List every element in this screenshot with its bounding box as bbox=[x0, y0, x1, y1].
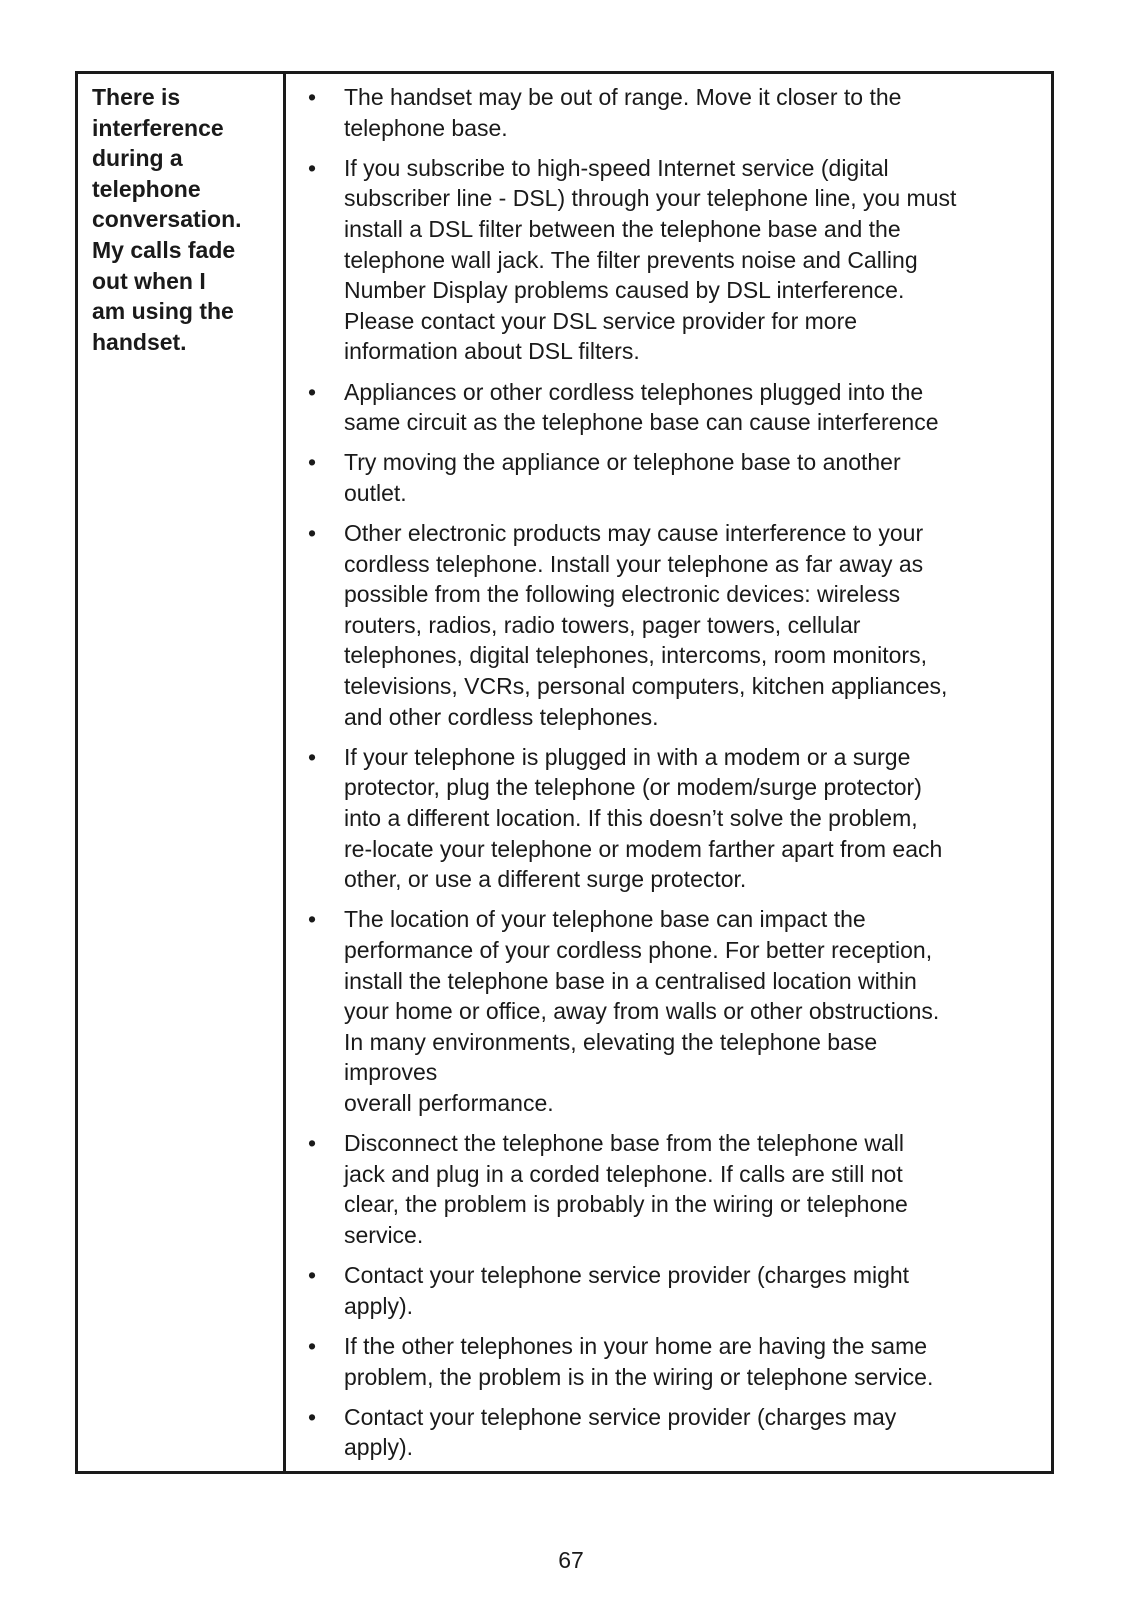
solution-line: If you subscribe to high-speed Internet service (digital bbox=[344, 154, 889, 181]
solution-line: information about DSL filters. bbox=[344, 338, 640, 365]
solution-item bbox=[302, 377, 1041, 438]
solution-line: The location of your telephone base can impact the bbox=[344, 906, 866, 933]
solution-line: jack and plug in a corded telephone. If calls are still not bbox=[344, 1160, 903, 1187]
page-number: 67 bbox=[558, 1547, 584, 1573]
solution-list bbox=[302, 82, 1041, 1463]
bullet-icon: • bbox=[307, 743, 317, 770]
solution-line: Try moving the appliance or telephone base to another bbox=[344, 449, 901, 476]
bullet-icon: • bbox=[307, 1332, 317, 1359]
solution-line: Other electronic products may cause interference to your bbox=[344, 520, 924, 547]
solution-line: your home or office, away from walls or other obstructions. bbox=[344, 998, 940, 1025]
solution-line: re-locate your telephone or modem farther apart from each bbox=[344, 835, 943, 862]
bullet-icon: • bbox=[307, 1403, 317, 1430]
solution-line: routers, radios, radio towers, pager towers, cellular bbox=[344, 611, 861, 638]
solution-line: Number Display problems caused by DSL interference. bbox=[344, 277, 905, 304]
solution-item bbox=[302, 447, 1041, 508]
solution-item bbox=[302, 1331, 1041, 1392]
solution-item bbox=[302, 1402, 1041, 1463]
solution-line: improves bbox=[344, 1059, 438, 1086]
problem-line: There is bbox=[92, 84, 181, 110]
solution-item bbox=[302, 1260, 1041, 1321]
solution-item bbox=[302, 153, 1041, 367]
solution-line: apply). bbox=[344, 1292, 414, 1319]
solution-line: and other cordless telephones. bbox=[344, 703, 659, 730]
problem-line: handset. bbox=[92, 328, 187, 355]
problem-cell bbox=[78, 74, 286, 1471]
solution-item bbox=[302, 518, 1041, 732]
solution-line: subscriber line - DSL) through your telephone line, you must bbox=[344, 185, 957, 212]
solution-line: If the other telephones in your home are having the same bbox=[344, 1332, 928, 1359]
solution-line: Contact your telephone service provider (charges might bbox=[344, 1262, 910, 1289]
solution-line: other, or use a different surge protector. bbox=[344, 866, 747, 893]
problem-line: My calls fade bbox=[92, 236, 236, 263]
bullet-icon: • bbox=[307, 1262, 317, 1289]
problem-line: telephone bbox=[92, 175, 201, 202]
bullet-icon: • bbox=[307, 449, 317, 476]
solution-line: service. bbox=[344, 1221, 424, 1248]
problem-text bbox=[92, 82, 273, 357]
solution-line: cordless telephone. Install your telephone as far away as bbox=[344, 550, 924, 577]
bullet-icon: • bbox=[307, 84, 317, 110]
solution-line: clear, the problem is probably in the wiring or telephone bbox=[344, 1191, 908, 1218]
solution-line: Contact your telephone service provider (charges may bbox=[344, 1403, 897, 1430]
problem-line: interference bbox=[92, 114, 224, 141]
solution-line: telephones, digital telephones, intercoms, room monitors, bbox=[344, 642, 927, 669]
solution-line: If your telephone is plugged in with a modem or a surge bbox=[344, 743, 911, 770]
solution-line: possible from the following electronic devices: wireless bbox=[344, 581, 901, 608]
bullet-icon: • bbox=[307, 1130, 317, 1157]
bullet-icon: • bbox=[307, 906, 317, 933]
problem-line: am using the bbox=[92, 298, 234, 325]
solution-line: performance of your cordless phone. For better reception, bbox=[344, 937, 933, 963]
solution-line: In many environments, elevating the telephone base bbox=[344, 1028, 878, 1055]
solution-line: into a different location. If this doesn’t solve the problem, bbox=[344, 805, 918, 832]
solution-line: problem, the problem is in the wiring or telephone service. bbox=[344, 1363, 934, 1390]
solution-item bbox=[302, 1128, 1041, 1250]
troubleshooting-table bbox=[75, 71, 1054, 1474]
solution-line: install the telephone base in a centralised location within bbox=[344, 967, 917, 994]
solution-line: telephone wall jack. The filter prevents noise and Calling bbox=[344, 246, 918, 273]
solution-line: Please contact your DSL service provider for more bbox=[344, 307, 858, 334]
solution-line: Appliances or other cordless telephones plugged into the bbox=[344, 378, 924, 405]
solution-cell bbox=[286, 74, 1051, 1471]
solution-line: telephone base. bbox=[344, 114, 508, 141]
bullet-icon: • bbox=[307, 520, 317, 547]
solution-item bbox=[302, 904, 1041, 1118]
solution-item bbox=[302, 742, 1041, 895]
solution-line: apply). bbox=[344, 1434, 414, 1461]
solution-line: Disconnect the telephone base from the telephone wall bbox=[344, 1130, 905, 1157]
solution-line: same circuit as the telephone base can cause interference bbox=[344, 409, 939, 436]
bullet-icon: • bbox=[307, 378, 317, 405]
bullet-icon: • bbox=[307, 154, 317, 181]
solution-line: install a DSL filter between the telephone base and the bbox=[344, 215, 901, 242]
problem-line: conversation. bbox=[92, 206, 242, 233]
solution-line: The handset may be out of range. Move it closer to the bbox=[344, 84, 902, 110]
solution-line: protector, plug the telephone (or modem/surge protector) bbox=[344, 774, 922, 801]
solution-line: outlet. bbox=[344, 479, 407, 506]
problem-line: out when I bbox=[92, 267, 206, 294]
solution-line: overall performance. bbox=[344, 1089, 554, 1116]
solution-line: televisions, VCRs, personal computers, kitchen appliances, bbox=[344, 673, 948, 700]
problem-line: during a bbox=[92, 145, 183, 172]
solution-item bbox=[302, 82, 1041, 143]
